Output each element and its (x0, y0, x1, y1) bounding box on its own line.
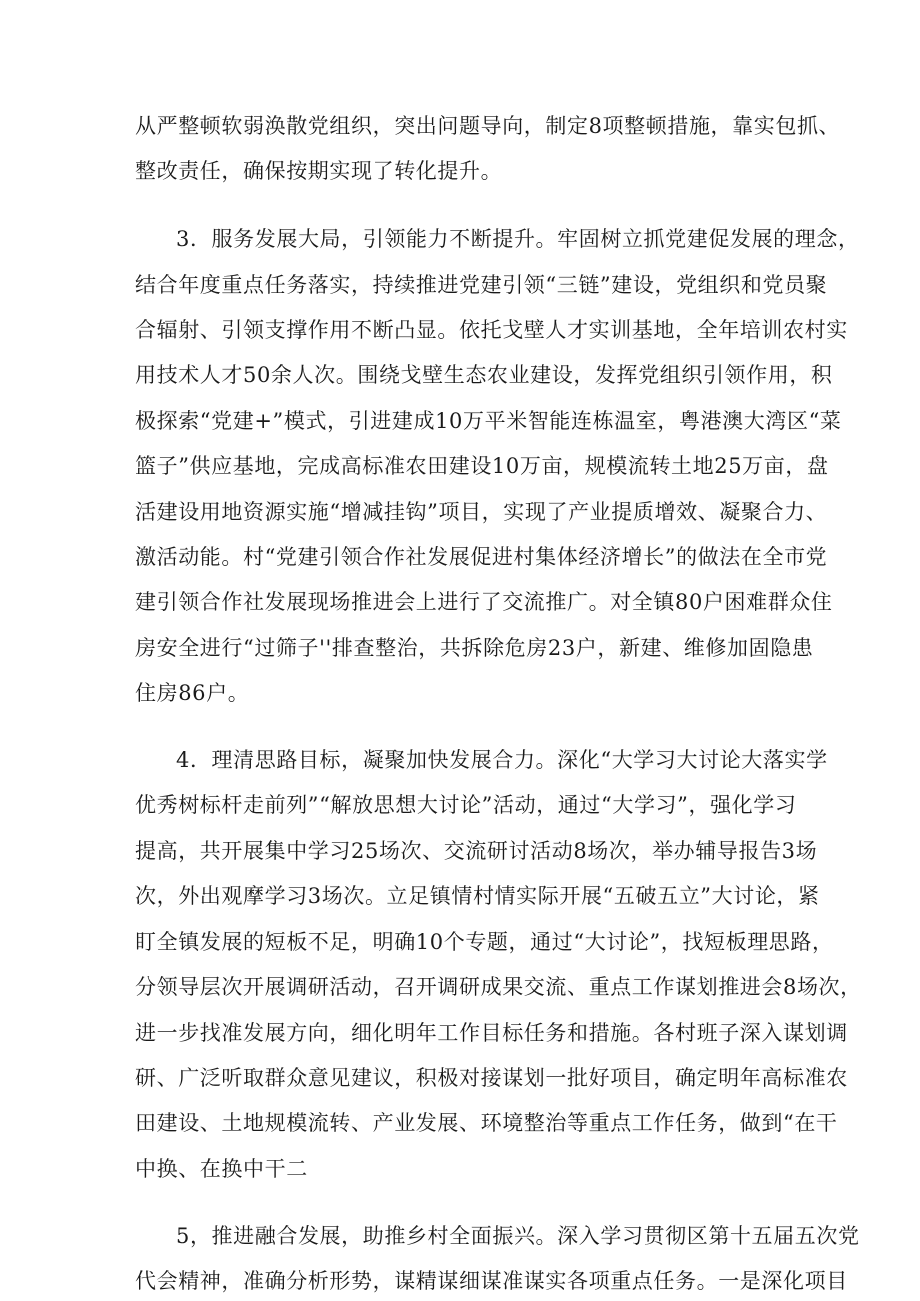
text-line: 研、广泛听取群众意见建议，积极对接谋划一批好项目，确定明年高标准农 (135, 1066, 848, 1091)
text-line: 从严整顿软弱涣散党组织，突出问题导向，制定8项整顿措施，靠实包抓、 (135, 114, 841, 138)
text-line: 极探索“党建+”模式，引进建成10万平米智能连栋温室，粤港澳大湾区“菜 (135, 408, 842, 433)
text-line: 篮子”供应基地，完成高标准农田建设10万亩，规模流转土地25万亩，盘 (135, 454, 829, 479)
text-line: 激活动能。村“党建引领合作社发展促进村集体经济增长”的做法在全市党 (135, 545, 828, 570)
text-line: 田建设、土地规模流转、产业发展、环境整治等重点工作任务，做到“在干 (135, 1111, 838, 1136)
text-line: 优秀树标杆走前列”“解放思想大讨论”活动，通过“大学习”，强化学习 (135, 793, 797, 818)
text-line: 整改责任，确保按期实现了转化提升。 (135, 159, 503, 184)
text-line: 盯全镇发展的短板不足，明确10个专题，通过“大讨论”，找短板理思路， (135, 929, 834, 954)
text-line: 住房86户。 (135, 681, 250, 706)
text-line: 分领导层次开展调研活动，召开调研成果交流、重点工作谋划推进会8场次， (135, 975, 862, 1000)
text-line: 结合年度重点任务落实，持续推进党建引领“三链”建设，党组织和党员聚 (135, 272, 828, 297)
text-line: 合辐射、引领支撑作用不断凸显。依托戈壁人才实训基地，全年培训农村实 (135, 317, 848, 342)
text-line: 用技术人才50余人次。围绕戈壁生态农业建设，发挥党组织引领作用，积 (135, 363, 833, 388)
text-line: 代会精神，准确分析形势，谋精谋细谋准谋实各项重点任务。一是深化项目 (135, 1269, 848, 1293)
text-line: 进一步找准发展方向，细化明年工作目标任务和措施。各村班子深入谋划调 (135, 1020, 848, 1045)
text-line: 提高，共开展集中学习25场次、交流研讨活动8场次，举办辅导报告3场 (135, 838, 818, 863)
text-line: 活建设用地资源实施“增减挂钩”项目，实现了产业提质增效、凝聚合力、 (135, 499, 828, 524)
text-line: 中换、在换中干二 (135, 1156, 308, 1181)
paragraph-3-heading-line: 3．服务发展大局，引领能力不断提升。牢固树立抓党建促发展的理念， (176, 227, 860, 252)
paragraph-5-heading-line: 5，推进融合发展，助推乡村全面振兴。深入学习贯彻区第十五届五次党 (176, 1223, 860, 1248)
paragraph-4-heading-line: 4．理清思路目标，凝聚加快发展合力。深化“大学习大讨论大落实学 (176, 748, 828, 773)
text-line: 房安全进行“过筛子''排查整治，共拆除危房23户，新建、维修加固隐患 (135, 635, 814, 660)
text-line: 次，外出观摩学习3场次。立足镇情村情实际开展“五破五立”大讨论，紧 (135, 884, 820, 909)
text-line: 建引领合作社发展现场推进会上进行了交流推广。对全镇80户困难群众住 (135, 590, 833, 615)
